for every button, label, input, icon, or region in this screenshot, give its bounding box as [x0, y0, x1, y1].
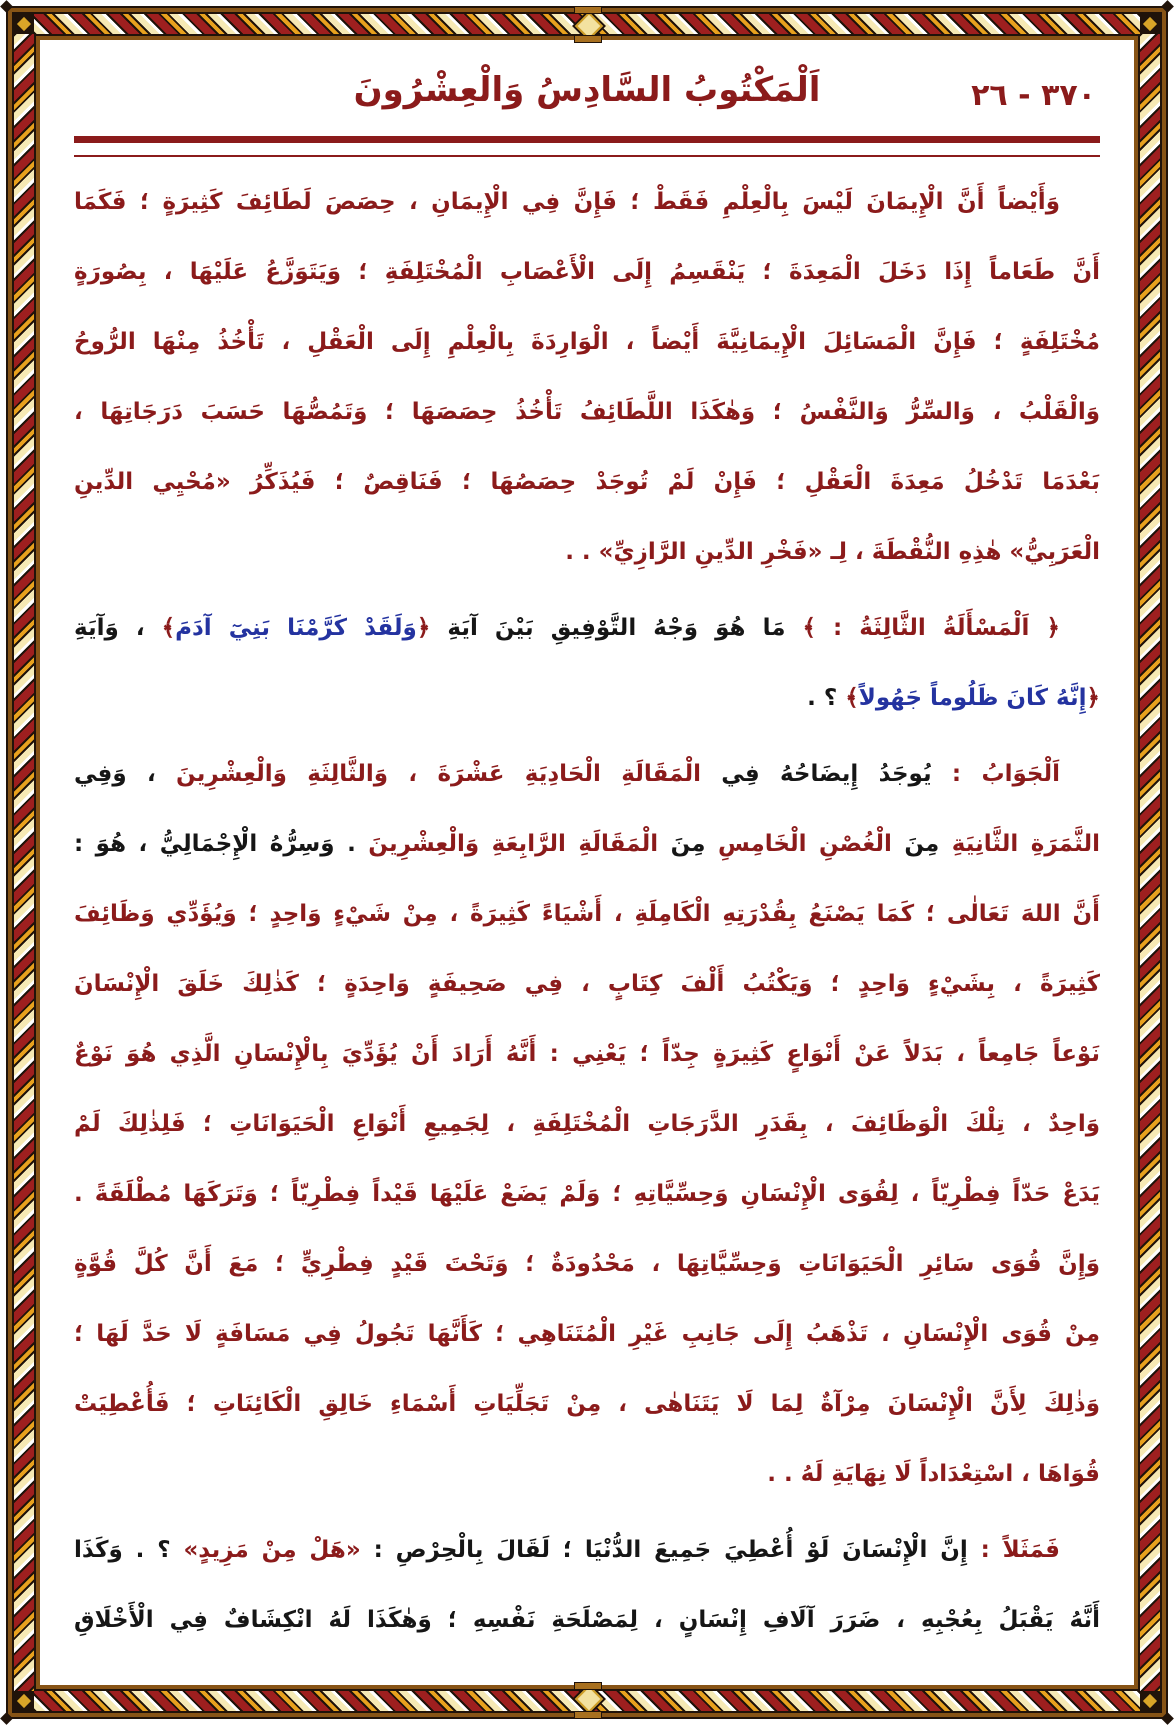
border-corner-icon	[1140, 14, 1160, 34]
text-segment: إِنَّ الْإِنْسَانَ لَوْ أُعْطِيَ جَمِيعَ الدُّنْيَا ؛ لَقَالَ بِالْحِرْصِ :	[360, 1537, 968, 1563]
text-segment: الْغُصْنِ الْخَامِسِ	[705, 831, 892, 857]
text-segment: الْعَرَبِيُّ» هٰذِهِ النُّقْطَةَ ، لِـ «فَخْرِ الدِّينِ الرَّازِيِّ» . .	[565, 539, 1100, 565]
text-line	[74, 167, 1100, 237]
text-line	[74, 1299, 1100, 1369]
text-line	[74, 377, 1100, 447]
text-segment: الْمَقَالَةِ الْحَادِيَةِ عَشْرَةَ ، وَالثَّالِثَةِ وَالْعِشْرِينَ	[176, 761, 701, 787]
text-segment: الْمَقَالَةِ الرَّابِعَةِ وَالْعِشْرِينَ	[368, 831, 659, 857]
text-segment: ﴾	[845, 685, 859, 711]
text-segment: مِنَ	[658, 831, 706, 857]
text-segment: . وَسِرُّهُ الْإِجْمَالِيُّ ، هُوَ :	[74, 831, 369, 857]
paragraph	[74, 1515, 1100, 1655]
header-rule	[74, 136, 1100, 157]
text-segment: يُوجَدُ إِيضَاحُهُ فِي	[700, 761, 932, 787]
corner-spike-icon	[1161, 1712, 1174, 1725]
border-tab-icon	[574, 6, 602, 14]
text-line	[74, 1159, 1100, 1229]
text-segment: مَا هُوَ وَجْهُ التَّوْفِيقِ بَيْنَ آيَةِ	[430, 615, 803, 641]
text-line	[74, 1585, 1100, 1655]
text-segment: أَنَّ طَعَاماً إِذَا دَخَلَ الْمَعِدَةَ ؛ يَنْقَسِمُ إِلَى الْأَعْصَابِ الْمُخْتَلِفَةِ ؛ وَيَتَوَزَّعُ عَلَيْهَا ، بِصُورَةٍ	[74, 259, 1100, 285]
text-line	[74, 809, 1100, 879]
text-line	[74, 1229, 1100, 1299]
text-segment: مِنْ قُوَى الْإِنْسَانِ ، تَذْهَبُ إِلَى جَانِبِ غَيْرِ الْمُتَنَاهِي ؛ كَأَنَّهَا تَجُولُ فِي مَسَافَةٍ لَا حَدَّ لَهَا ؛	[74, 1321, 1100, 1347]
text-line	[74, 447, 1100, 517]
text-line	[74, 1369, 1100, 1439]
page-title: اَلْمَكْتُوبُ السَّادِسُ وَالْعِشْرُونَ	[353, 70, 821, 110]
corner-spike-icon	[1161, 0, 1174, 13]
text-segment: وَلَقَدْ كَرَّمْنَا بَنِيٓ آدَمَ	[175, 615, 417, 641]
text-line	[74, 1439, 1100, 1509]
border-band-left	[14, 14, 34, 1711]
text-segment: ﴿	[416, 615, 431, 641]
text-segment: أَنَّهُ يَقْبَلُ بِعُجْبِهِ ، ضَرَرَ آلَافِ إِنْسَانٍ ، لِمَصْلَحَةِ نَفْسِهِ ؛ وَهٰكَذَا لَهُ انْكِشَافٌ فِي الْأَخْلَاقِ	[74, 1607, 1100, 1633]
text-segment: قُوَاهَا ، اسْتِعْدَاداً لَا نِهَايَةِ لَهُ . .	[767, 1461, 1100, 1487]
text-segment: يَدَعْ حَدّاً فِطْرِيّاً ، لِقُوَى الْإِنْسَانِ وَحِسِّيَّاتِهِ ؛ وَلَمْ يَضَعْ عَلَيْهَا قَيْداً فِطْرِيّاً ؛ وَتَرَكَهَا مُطْلَقَةً .	[74, 1181, 1100, 1207]
text-line	[74, 739, 1100, 809]
text-segment: ﴿ اَلْمَسْأَلَةُ الثَّالِثَةُ : ﴾	[802, 615, 1060, 641]
text-segment: ﴿	[1086, 685, 1100, 711]
text-segment: نَوْعاً جَامِعاً ، بَدَلاً عَنْ أَنْوَاعٍ كَثِيرَةٍ جِدّاً ؛ يَعْنِي : أَنَّهُ أَرَادَ أَنْ يُؤَدِّيَ بِالْإِنْسَانِ الَّذِي هُوَ نَوْعٌ	[74, 1041, 1100, 1067]
text-line	[74, 593, 1100, 663]
text-segment: اَلْجَوَابُ :	[931, 761, 1060, 787]
text-segment: «هَلْ مِنْ مَزِيدٍ»	[183, 1537, 361, 1563]
text-segment: وَأَيْضاً أَنَّ الْإِيمَانَ لَيْسَ بِالْعِلْمِ فَقَطْ ؛ فَإِنَّ فِي الْإِيمَانِ ، حِصَصَ لَطَائِفَ كَثِيرَةٍ ؛ فَكَمَا	[74, 189, 1060, 215]
text-segment: الثَّمَرَةِ الثَّانِيَةِ	[939, 831, 1100, 857]
text-line	[74, 949, 1100, 1019]
paragraph	[74, 739, 1100, 1509]
text-line	[74, 1019, 1100, 1089]
text-segment: ، وَفِي	[74, 761, 177, 787]
corner-spike-icon	[0, 0, 13, 13]
text-segment: إِنَّهُ كَانَ ظَلُوماً جَهُولاً	[858, 685, 1087, 711]
corner-spike-icon	[0, 1712, 13, 1725]
text-segment: ؟ .	[807, 685, 846, 711]
text-segment: بَعْدَمَا تَدْخُلُ مَعِدَةَ الْعَقْلِ ؛ فَإِنْ لَمْ تُوجَدْ حِصَصُهَا ؛ فَنَاقِصٌ ؛ فَيُذَكِّرُ «مُحْيِي الدِّينِ	[74, 469, 1100, 495]
text-line	[74, 307, 1100, 377]
page-number: ٣٧٠ - ٢٦	[971, 78, 1096, 113]
text-segment: ﴾	[161, 615, 176, 641]
text-segment: مِنَ	[891, 831, 940, 857]
border-corner-icon	[1140, 1691, 1160, 1711]
page-header	[74, 56, 1100, 134]
border-tab-icon	[574, 1711, 602, 1719]
border-corner-icon	[14, 14, 34, 34]
paragraph	[74, 593, 1100, 733]
body-text	[74, 167, 1100, 1655]
text-line	[74, 879, 1100, 949]
text-line	[74, 517, 1100, 587]
text-segment: وَالْقَلْبُ ، وَالسِّرُّ وَالنَّفْسُ ؛ وَهٰكَذَا اللَّطَائِفُ تَأْخُذُ حِصَصَهَا ؛ وَتَمُصُّهَا حَسَبَ دَرَجَاتِهَا ،	[74, 399, 1100, 425]
page-content	[40, 40, 1134, 1685]
paragraph	[74, 167, 1100, 587]
text-line	[74, 663, 1100, 733]
text-segment: فَمَثَلاً :	[967, 1537, 1060, 1563]
text-line	[74, 1515, 1100, 1585]
text-line	[74, 237, 1100, 307]
text-segment: كَثِيرَةً ، بِشَيْءٍ وَاحِدٍ ؛ وَيَكْتُبُ أَلْفَ كِتَابٍ ، فِي صَحِيفَةٍ وَاحِدَةٍ ؛ كَذٰلِكَ خَلَقَ الْإِنْسَانَ	[74, 971, 1100, 997]
text-segment: وَاحِدٌ ، تِلْكَ الْوَظَائِفَ ، بِقَدَرِ الدَّرَجَاتِ الْمُخْتَلِفَةِ ، لِجَمِيعِ أَنْوَاعِ الْحَيَوَانَاتِ ؛ فَلِذٰلِكَ لَمْ	[74, 1111, 1100, 1137]
text-segment: مُخْتَلِفَةٍ ؛ فَإِنَّ الْمَسَائِلَ الْإِيمَانِيَّةَ أَيْضاً ، الْوَارِدَةَ بِالْعِلْمِ إِلَى الْعَقْلِ ، تَأْخُذُ مِنْهَا الرُّوحُ	[74, 329, 1100, 355]
text-segment: ؟ . وَكَذَا	[74, 1537, 184, 1563]
text-line	[74, 1089, 1100, 1159]
text-segment: أَنَّ اللهَ تَعَالٰى ؛ كَمَا يَصْنَعُ بِقُدْرَتِهِ الْكَامِلَةِ ، أَشْيَاءً كَثِيرَةً ، مِنْ شَيْءٍ وَاحِدٍ ؛ وَيُؤَدِّي وَظَائِفَ	[74, 901, 1100, 927]
border-band-right	[1140, 14, 1160, 1711]
text-segment: وَإِنَّ قُوَى سَائِرِ الْحَيَوَانَاتِ وَحِسِّيَّاتِهَا ، مَحْدُودَةٌ ؛ وَتَحْتَ قَيْدٍ فِطْرِيٍّ ؛ مَعَ أَنَّ كُلَّ قُوَّةٍ	[74, 1251, 1100, 1277]
text-segment: ، وَآيَةِ	[74, 615, 162, 641]
text-segment: وَذٰلِكَ لِأَنَّ الْإِنْسَانَ مِرْآةٌ لِمَا لَا يَتَنَاهٰى ، مِنْ تَجَلِّيَاتِ أَسْمَاءِ خَالِقِ الْكَائِنَاتِ ؛ فَأُعْطِيَتْ	[74, 1391, 1100, 1417]
border-corner-icon	[14, 1691, 34, 1711]
